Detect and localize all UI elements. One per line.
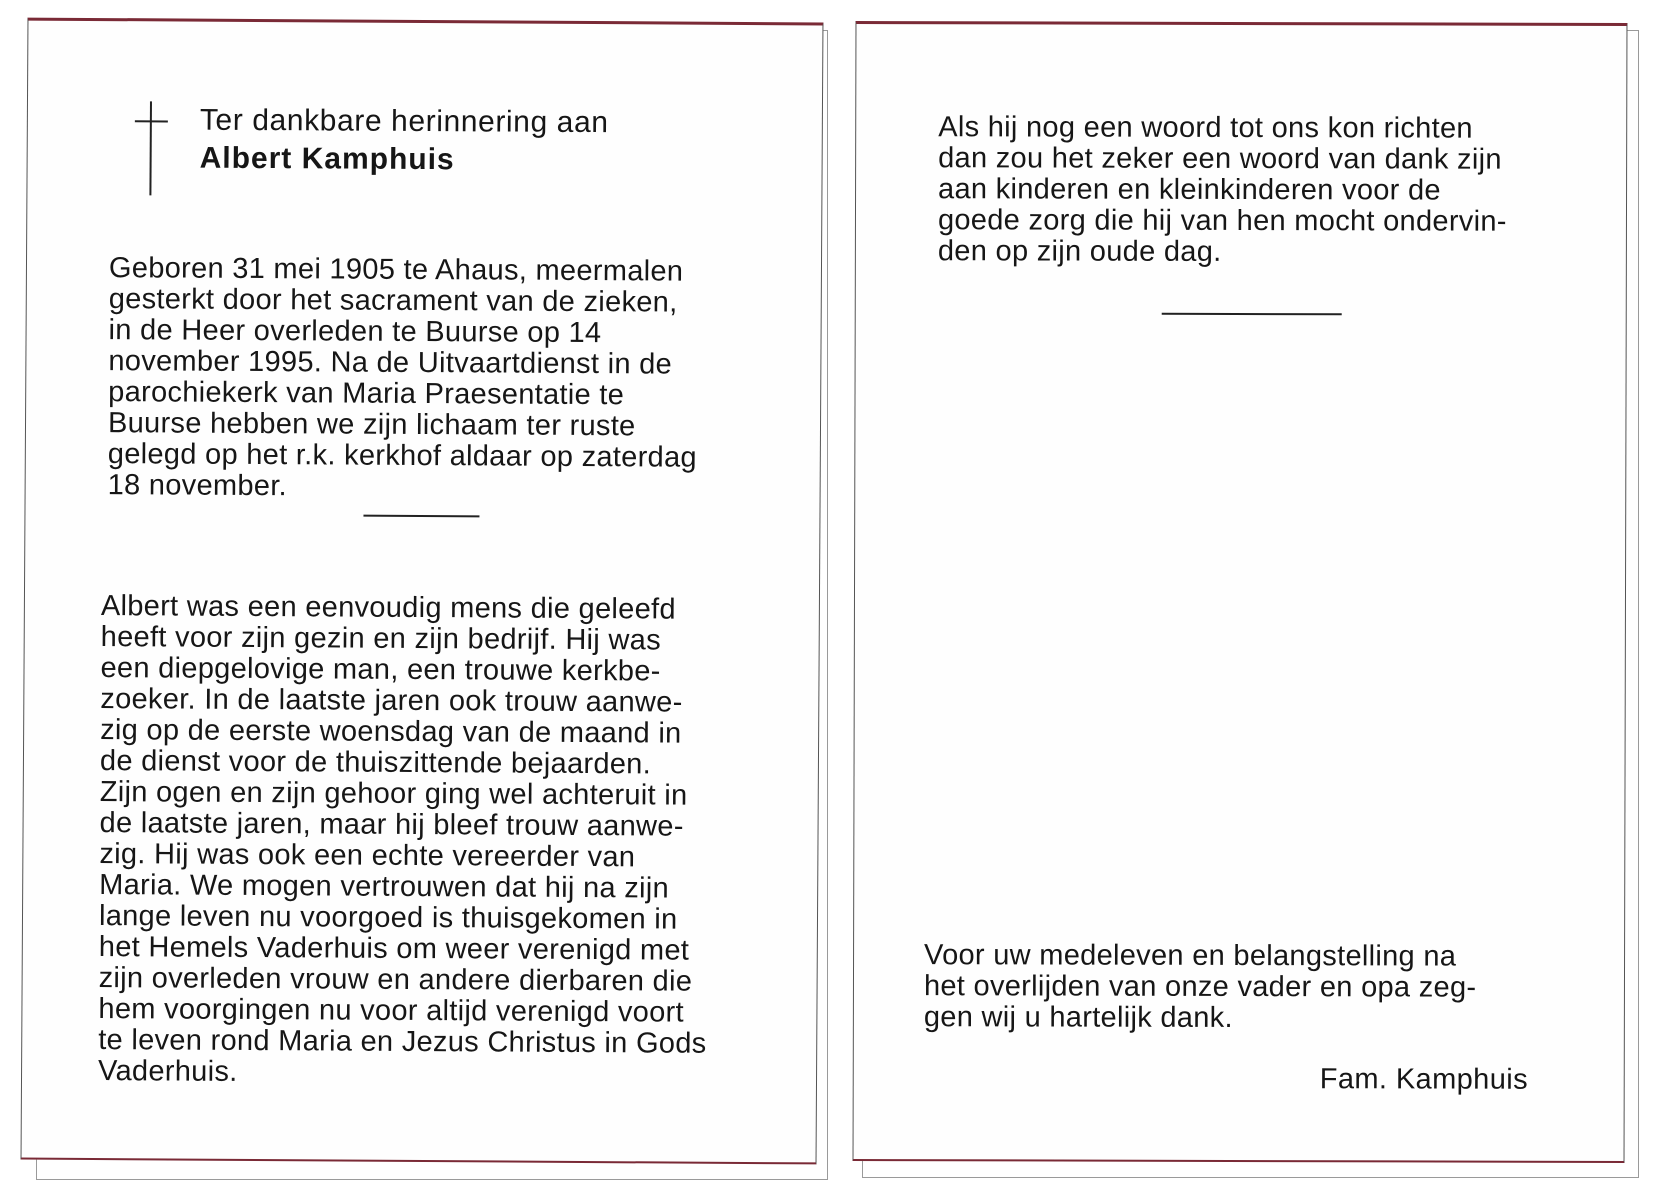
deceased-name: Albert Kamphuis <box>199 141 455 177</box>
divider-rule <box>1162 313 1342 315</box>
tribute-paragraph: Albert was een eenvoudig mens die geleefd heeft voor zijn gezin en zijn bedrijf. Hij was een diepgelovige man, een trouwe kerkbe- zoeker. In de laatste jaren ook trouw aanwe- zig op de eerste woensdag van de maand in de dienst voor de thuiszittende bejaarden. Zijn ogen en zijn gehoor ging wel achteruit in de laatste jaren, maar hij bleef trouw aanwe- zig. Hij was ook een echte vereerder van Maria. We mogen vertrouwen dat hij na zijn lange leven nu voorgoed is thuisgekomen in het Hemels Vaderhuis om weer verenigd met zijn overleden vrouw en andere dierbaren die hem voorgingen nu voor altijd verenigd voort te leven rond Maria en Jezus Christus in Gods Vaderhuis. <box>97 590 707 1088</box>
family-signature: Fam. Kamphuis <box>1319 1063 1529 1096</box>
gratitude-paragraph: Als hij nog een woord tot ons kon richten dan zou het zeker een woord van dank zijn aan kinderen en kleinkinderen voor de goede zorg die hij van hen mocht ondervin- den op zijn oude dag. <box>937 111 1507 268</box>
biographical-paragraph: Geboren 31 mei 1905 te Ahaus, meermalen gesterkt door het sacrament van de zieken, in de Heer overleden te Buurse op 14 november 1995. Na de Uitvaartdienst in de parochiekerk van Maria Praesentatie te Buurse hebben we zijn lichaam ter ruste gelegd op het r.k. kerkhof aldaar op zaterdag 18 november. <box>107 252 697 503</box>
cross-icon-vertical <box>149 101 152 195</box>
thanks-paragraph: Voor uw medeleven en belangstelling na het overlijden van onze vader en opa zeg- gen wij u hartelijk dank. <box>923 939 1477 1034</box>
divider-rule <box>363 515 479 518</box>
dedication-heading: Ter dankbare herinnering aan <box>199 103 609 140</box>
cross-icon-horizontal <box>135 120 168 122</box>
left-memorial-card <box>21 18 824 1165</box>
right-memorial-card <box>853 21 1628 1163</box>
